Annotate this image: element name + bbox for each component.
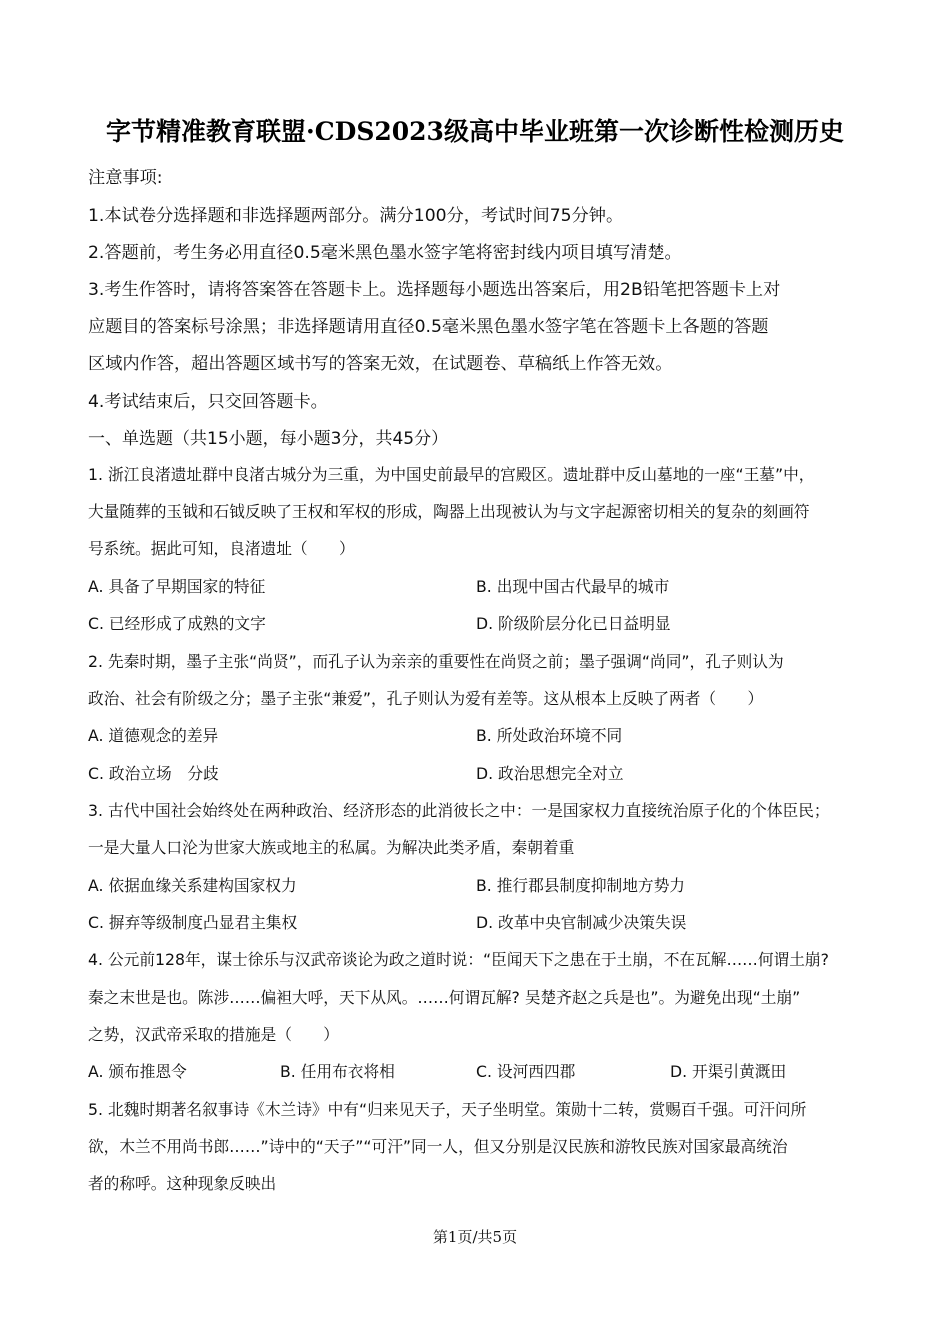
question-4-option-b[interactable]: B. 任用布衣将相 — [280, 1062, 395, 1081]
question-4-option-a[interactable]: A. 颁布推恩令 — [88, 1062, 187, 1081]
question-3-option-b[interactable]: B. 推行郡县制度抑制地方势力 — [476, 876, 685, 895]
question-1-option-d[interactable]: D. 阶级阶层分化已日益明显 — [476, 614, 671, 633]
question-1-option-a[interactable]: A. 具备了早期国家的特征 — [88, 577, 266, 596]
question-2-line: 政治、社会有阶级之分；墨子主张“兼爱”，孔子则认为爱有差等。这从根本上反映了两者（ ） — [88, 689, 764, 708]
page-number: 第1页/共5页 — [432, 1228, 518, 1246]
question-3-line: 一是大量人口沦为世家大族或地主的私属。为解决此类矛盾，秦朝着重 — [88, 838, 575, 857]
question-2-option-d[interactable]: D. 政治思想完全对立 — [476, 764, 624, 783]
question-3-line: 3. 古代中国社会始终处在两种政治、经济形态的此消彼长之中：一是国家权力直接统治原子化的个体臣民； — [88, 801, 830, 820]
question-4-option-c[interactable]: C. 设河西四郡 — [476, 1062, 576, 1081]
notes-heading: 注意事项: — [88, 168, 163, 188]
question-3-option-c[interactable]: C. 摒弃等级制度凸显君主集权 — [88, 913, 298, 932]
question-4-line: 之势，汉武帝采取的措施是（ ） — [88, 1025, 339, 1044]
question-2-option-a[interactable]: A. 道德观念的差异 — [88, 726, 219, 745]
question-4-option-d[interactable]: D. 开渠引黄溉田 — [670, 1062, 787, 1081]
note-line: 应题目的答案标号涂黑；非选择题请用直径0.5毫米黑色墨水签字笔在答题卡上各题的答题 — [88, 317, 769, 337]
question-3-option-a[interactable]: A. 依据血缘关系建构国家权力 — [88, 876, 297, 895]
note-line: 4.考试结束后，只交回答题卡。 — [88, 392, 328, 412]
question-2-option-c[interactable]: C. 政治立场 分歧 — [88, 764, 219, 783]
question-5-line: 5. 北魏时期著名叙事诗《木兰诗》中有“归来见天子，天子坐明堂。策勋十二转，赏赐百千强。可汗问所 — [88, 1100, 807, 1119]
question-4-line: 4. 公元前128年，谋士徐乐与汉武帝谈论为政之道时说：“臣闻天下之患在于土崩，不在瓦解……何谓土崩? — [88, 950, 829, 969]
question-1-option-c[interactable]: C. 已经形成了成熟的文字 — [88, 614, 266, 633]
question-5-line: 欲，木兰不用尚书郎……”诗中的“天子”“可汗”同一人，但又分别是汉民族和游牧民族对国家最高统治 — [88, 1137, 788, 1156]
question-3-option-d[interactable]: D. 改革中央官制减少决策失误 — [476, 913, 687, 932]
exam-title: 字节精准教育联盟·CDS2023级高中毕业班第一次诊断性检测历史 — [106, 117, 844, 146]
question-5-line: 者的称呼。这种现象反映出 — [88, 1174, 277, 1193]
question-2-line: 2. 先秦时期，墨子主张“尚贤”，而孔子认为亲亲的重要性在尚贤之前；墨子强调“尚同”，孔子则认为 — [88, 652, 784, 671]
question-1-line: 号系统。据此可知，良渚遗址（ ） — [88, 539, 355, 558]
note-line: 3.考生作答时，请将答案答在答题卡上。选择题每小题选出答案后，用2B铅笔把答题卡上对 — [88, 280, 781, 300]
note-line: 区域内作答，超出答题区域书写的答案无效，在试题卷、草稿纸上作答无效。 — [88, 354, 673, 374]
note-line: 2.答题前，考生务必用直径0.5毫米黑色墨水签字笔将密封线内项目填写清楚。 — [88, 243, 682, 263]
question-1-option-b[interactable]: B. 出现中国古代最早的城市 — [476, 577, 670, 596]
question-4-line: 秦之末世是也。陈涉……偏袒大呼，天下从风。……何谓瓦解? 吴楚齐赵之兵是也”。为避免出现“土崩” — [88, 988, 801, 1007]
question-1-line: 1. 浙江良渚遗址群中良渚古城分为三重，为中国史前最早的宫殿区。遗址群中反山墓地的一座“王墓”中， — [88, 465, 815, 484]
question-2-option-b[interactable]: B. 所处政治环境不同 — [476, 726, 623, 745]
note-line: 1.本试卷分选择题和非选择题两部分。满分100分，考试时间75分钟。 — [88, 206, 624, 226]
question-1-line: 大量随葬的玉钺和石钺反映了王权和军权的形成，陶器上出现被认为与文字起源密切相关的复杂的刻画符 — [88, 502, 810, 521]
section-heading: 一、单选题（共15小题，每小题3分，共45分） — [88, 429, 449, 449]
